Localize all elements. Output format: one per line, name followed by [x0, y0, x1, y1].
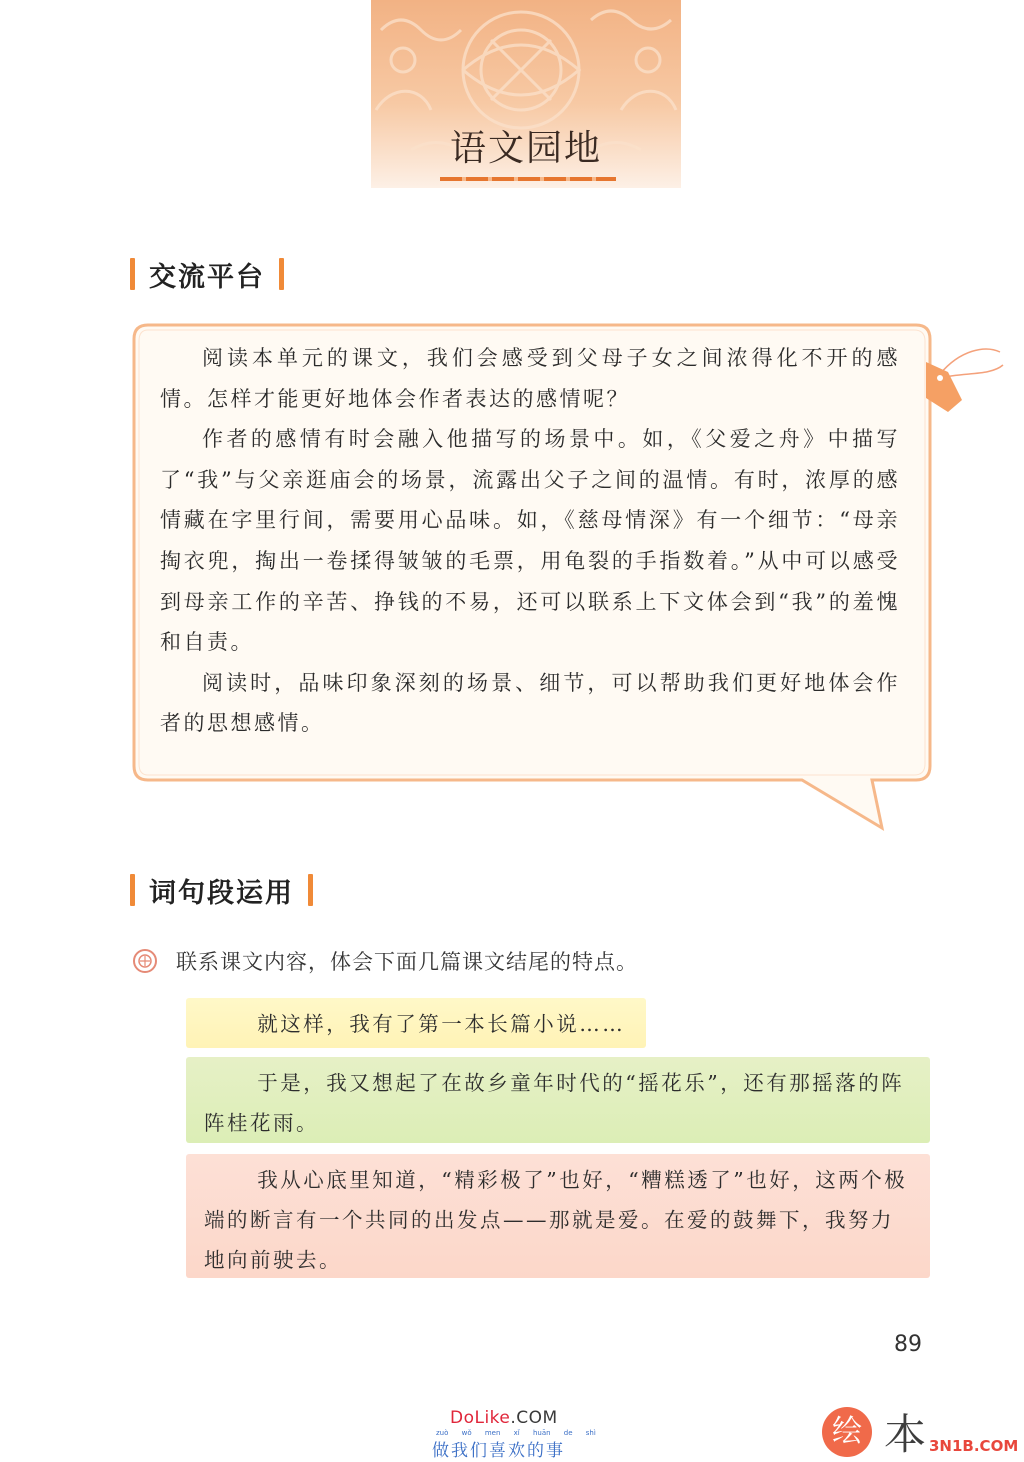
section-heading-usage	[130, 872, 313, 908]
heading-bar-right	[308, 874, 313, 906]
watermark-hui-badge: 绘	[822, 1407, 872, 1457]
watermark-dolike-com: .COM	[510, 1408, 558, 1428]
quote-box-green	[186, 1057, 930, 1143]
quote-text: 就这样，我有了第一本长篇小说……	[257, 1012, 626, 1036]
page-title: 语文园地	[449, 128, 602, 169]
instruction-text: 联系课文内容，体会下面几篇课文结尾的特点。	[176, 950, 638, 974]
bookmark-tag-icon	[926, 349, 1003, 412]
watermark-pinyin: zuò wǒ men xǐ huān de shì	[436, 1429, 596, 1437]
quote-text: 我从心底里知道，“精彩极了”也好，“糟糕透了”也好，这两个极端的断言有一个共同的出发点——那就是爱。在爱的鼓舞下，我努力地向前驶去。	[204, 1168, 908, 1272]
heading-bar-left	[130, 874, 135, 906]
watermark-slogan: 做我们喜欢的事	[432, 1441, 565, 1461]
paragraph-2: 作者的感情有时会融入他描写的场景中。如，《父爱之舟》中描写了“我”与父亲逛庙会的场景，流露出父子之间的温情。有时，浓厚的感情藏在字里行间，需要用心品味。如，《慈母情深》有一个细节：“母亲掏衣兜，掏出一卷揉得皱皱的毛票，用龟裂的手指数着。”从中可以感受到母亲工作的辛苦、挣钱的不易，还可以联系上下文体会到“我”的羞愧和自责。	[160, 427, 900, 655]
watermark-ben: 本	[884, 1410, 927, 1459]
paragraph-3: 阅读时，品味印象深刻的场景、细节，可以帮助我们更好地体会作者的思想感情。	[160, 670, 900, 736]
section-title: 词句段运用	[149, 877, 294, 909]
paragraph-1: 阅读本单元的课文，我们会感受到父母子女之间浓得化不开的感情。怎样才能更好地体会作者表达的感情呢？	[160, 346, 900, 411]
quote-text: 于是，我又想起了在故乡童年时代的“摇花乐”，还有那摇落的阵阵桂花雨。	[204, 1071, 905, 1135]
watermark-dolike	[450, 1408, 558, 1428]
section-title: 交流平台	[149, 261, 265, 293]
watermark-3n1b: 3N1B.COM	[929, 1437, 1019, 1455]
seal-icon	[132, 948, 158, 974]
exercise-instruction	[132, 946, 638, 976]
quote-box-yellow	[186, 998, 646, 1048]
page-number: 89	[894, 1332, 922, 1357]
quote-box-pink	[186, 1154, 930, 1278]
watermark-dolike-name: DoLike	[450, 1408, 511, 1428]
exchange-text	[160, 338, 900, 744]
